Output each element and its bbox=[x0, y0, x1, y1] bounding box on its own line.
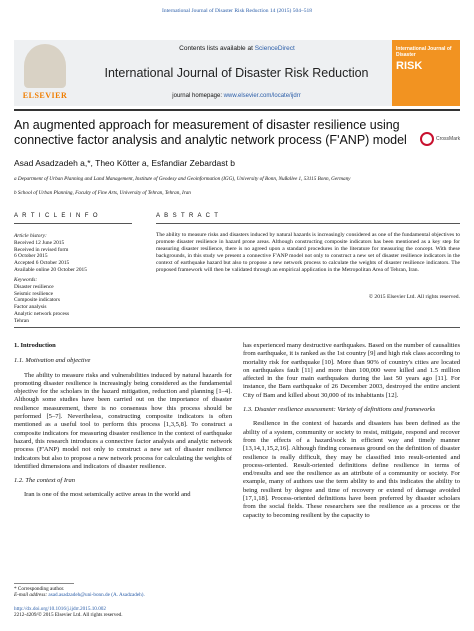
footnote-rule bbox=[14, 583, 74, 584]
keywords bbox=[14, 277, 129, 325]
paragraph-1-3: Resilience in the context of hazards and disasters has been defined as the ability of a system, community or society to resist, mitigate, respond and recover from the effects of a hazard/sock in efficient way and timely manner [13,14,1,15,2,16]. Although finding consensus ground on the definition of disaster resilience is really difficult, they may be classified into result-oriented and process-oriented. Result-oriented definitions define resilience in terms of end/results and see the resilience as an attribute of a community or society. For example, many of authors use the term ability to and this indicates the ability to being resilient by degree and time of recovery or extend of damage avoided [17,1,18]. Process-oriented definitions have been preferred by disaster scholars from the social fields. These researchers see the resilience as a process or the capacity to becoming resilient by the capacity to bbox=[243, 420, 460, 519]
journal-homepage-line bbox=[74, 93, 399, 99]
keyword-item: Composite indicators bbox=[14, 297, 60, 304]
abstract-heading: A B S T R A C T bbox=[156, 213, 220, 219]
header-divider bbox=[14, 109, 460, 111]
keyword-item: Seismic resilience bbox=[14, 290, 54, 297]
history-item: Available online 20 October 2015 bbox=[14, 266, 87, 273]
history-item: 6 October 2015 bbox=[14, 253, 48, 260]
history-item: Received 12 June 2015 bbox=[14, 239, 65, 246]
history-label: Article history: bbox=[14, 233, 47, 239]
keywords-label: Keywords: bbox=[14, 277, 38, 283]
left-column bbox=[14, 342, 232, 500]
article-history bbox=[14, 233, 129, 274]
right-column bbox=[243, 342, 460, 520]
publication-meta bbox=[14, 606, 234, 619]
paragraph-1-2-continued: has experienced many destructive earthquakes. Based on the number of causalities from earthquake, it is ranked as the 1st country [9] and high risk class according to mortality risk for earthquake [10]. More than 90% of country's cities are located on earthquakes fault [11] and more than 100,000 were killed and 1.5 million affected in the four main earthquakes during the last 50 years ago [11]. For instance, the Bam earthquake of 26 December 2003, destroyed the entire ancient City of Bam and killed about 30,000 of its inhabitants [12]. bbox=[243, 342, 460, 399]
keyword-item: Disaster resilience bbox=[14, 283, 54, 290]
footnotes bbox=[14, 586, 234, 599]
email-line bbox=[14, 592, 234, 598]
homepage-label: journal homepage: bbox=[172, 93, 222, 99]
abstract-text: The ability to measure risks and disasters induced by natural hazards is increasingly considered as one of the fundamental objectives to promote disaster resilience in hazard prone areas. Although constructing composite indicators has been mentioned as a key step for measuring disaster resilience, there is no agreed upon a standard procedures in the literature for measuring the concept. With these backgrounds, in this study we present a connective F'ANP model not only to construct a new set of disaster resilience indicators in the context of earthquake hazard but also to propose a new network process to calculate the weights of disaster resilience indicators. The proposed framework will then be validated through an empirical application in the Metropolitan Area of Tehran, Iran. bbox=[156, 232, 460, 274]
sciencedirect-link[interactable]: ScienceDirect bbox=[254, 45, 295, 52]
author-list[interactable]: Asad Asadzadeh a,*, Theo Kötter a, Esfandiar Zebardast b bbox=[14, 158, 235, 168]
history-item: Received in revised form bbox=[14, 246, 69, 253]
abstract-rule bbox=[156, 223, 460, 224]
paragraph-1-2: Iran is one of the most seismically active areas in the world and bbox=[24, 491, 191, 499]
subsection-heading-1-3: 1.3. Disaster resilience assessment: Variety of definitions and frameworks bbox=[243, 406, 436, 414]
subsection-heading-1-1: 1.1. Motivation and objective bbox=[14, 357, 91, 365]
journal-reference[interactable]: International Journal of Disaster Risk Reduction 14 (2015) 504–518 bbox=[161, 8, 312, 14]
subsection-heading-1-2: 1.2. The context of Iran bbox=[14, 477, 76, 485]
history-item: Accepted 6 October 2015 bbox=[14, 260, 70, 267]
doi-link[interactable]: http://dx.doi.org/10.1016/j.ijdrr.2015.10.002 bbox=[14, 606, 106, 612]
section-heading-introduction: 1. Introduction bbox=[14, 342, 56, 349]
front-matter-divider bbox=[14, 327, 460, 328]
contents-prefix: Contents lists available at bbox=[179, 45, 253, 52]
email-label: E-mail address: bbox=[14, 592, 48, 599]
cover-big-text: RISK bbox=[396, 60, 423, 72]
email-link[interactable]: asad.asadzadeh@uni-bonn.de (A. Asadzadeh). bbox=[48, 592, 145, 599]
cover-small-text: International Journal of Disaster bbox=[396, 46, 452, 58]
crossmark-icon[interactable] bbox=[420, 132, 434, 146]
affiliation-a: a Department of Urban Planning and Land Management, Institute of Geodesy and Geoinformation (IGG), University of Bonn, Nußallee 1, 53115 Bonn, Germany bbox=[14, 176, 351, 182]
issn-line: 2212-4209/© 2015 Elsevier Ltd. All rights reserved. bbox=[14, 612, 123, 619]
article-title: An augmented approach for measurement of disaster resilience using connective factor analysis and analytic network process (F'ANP) model bbox=[14, 118, 407, 147]
keyword-item: Tehran bbox=[14, 317, 29, 324]
article-info-heading: A R T I C L E I N F O bbox=[14, 213, 99, 219]
crossmark-label[interactable]: CrossMark bbox=[436, 136, 461, 142]
abstract-copyright: © 2015 Elsevier Ltd. All rights reserved. bbox=[368, 294, 460, 300]
keyword-item: Factor analysis bbox=[14, 304, 47, 311]
corresponding-author-note: * Corresponding author. bbox=[14, 586, 65, 592]
keyword-item: Analytic network process bbox=[14, 310, 70, 317]
article-info-rule bbox=[14, 223, 132, 224]
journal-title: International Journal of Disaster Risk Reduction bbox=[104, 66, 369, 80]
elsevier-logo-text: ELSEVIER bbox=[22, 91, 68, 100]
affiliation-b: b School of Urban Planning, Faculty of Fine Arts, University of Tehran, Tehran, Iran bbox=[14, 190, 191, 196]
paragraph-1-1: The ability to measure risks and vulnerabilities induced by natural hazards for promoting disaster resilience is increasingly being considered as the fundamental objective for the scholars in the hazard mitigation, reduction and planning [1–4]. Although some studies have been carried out on the importance of disaster resilience measurement, there is no consensus how this process should be performed [5–7]. Nevertheless, constructing composite indicators is often mentioned as a useful tool to perform this process [1,3,5,8]. To construct a composite indicators for measuring disaster resilience in the context of earthquake hazard, this research introduces a connective factor analysis and analytic network process (F'ANP) model not only to construct a new set of disaster resilience indicators but also to propose a new network process for calculating the weights of identified dimensions and indicators of disaster resilience. bbox=[14, 371, 232, 470]
homepage-link[interactable]: www.elsevier.com/locate/ijdrr bbox=[223, 93, 301, 99]
